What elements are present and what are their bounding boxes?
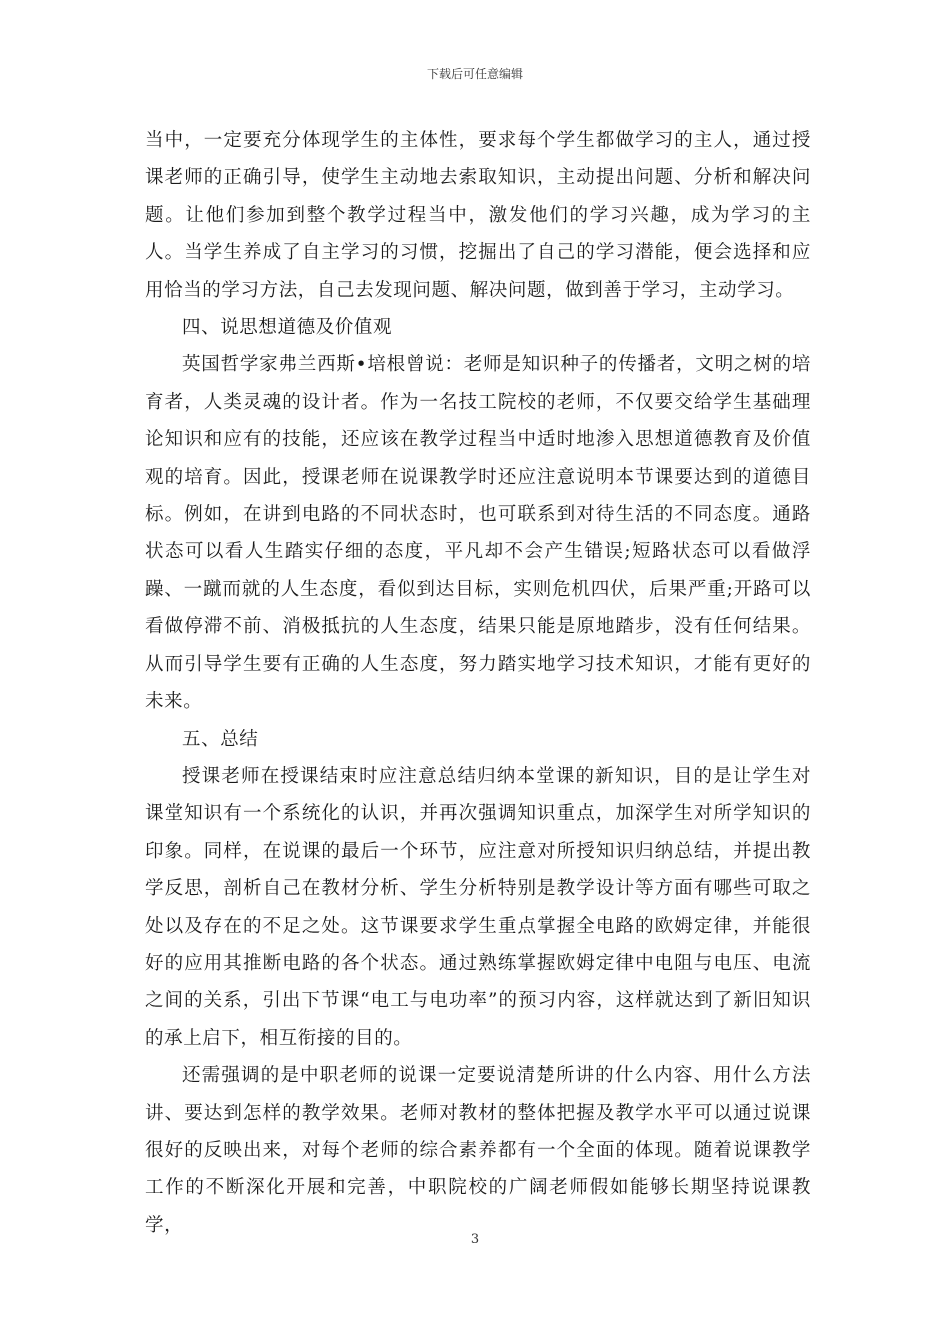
page-number: 3 [470, 1232, 480, 1247]
paragraph-summary: 授课老师在授课结束时应注意总结归纳本堂课的新知识，目的是让学生对课堂知识有一个系统化的认识，并再次强调知识重点，加深学生对所学知识的印象。同样，在说课的最后一个环节，应注意对所授知识归纳总结，并提出教学反思，剖析自己在教材分析、学生分析特别是教学设计等方面有哪些可取之处以及存在的不足之处。这节课要求学生重点掌握全电路的欧姆定律，并能很好的应用其推断电路的各个状态。通过熟练掌握欧姆定律中电阻与电压、电流之间的关系，引出下节课“电工与电功率”的预习内容，这样就达到了新旧知识的承上启下，相互衔接的目的。 [145, 765, 811, 1049]
section-heading-summary: 五、总结 [182, 728, 259, 750]
paragraph-closing: 还需强调的是中职老师的说课一定要说清楚所讲的什么内容、用什么方法讲、要达到怎样的教学效果。老师对教材的整体把握及教学水平可以通过说课很好的反映出来，对每个老师的综合素养都有一个全面的体现。随着说课教学工作的不断深化开展和完善，中职院校的广阔老师假如能够长期坚持说课教学， [145, 1065, 811, 1236]
paragraph-continued: 当中，一定要充分体现学生的主体性，要求每个学生都做学习的主人，通过授课老师的正确引导，使学生主动地去索取知识，主动提出问题、分析和解决问题。让他们参加到整个教学过程当中，激发他们的学习兴趣，成为学习的主人。当学生养成了自主学习的习惯，挖掘出了自己的学习潜能，便会选择和应用恰当的学习方法，自己去发现问题、解决问题，做到善于学习，主动学习。 [145, 130, 811, 301]
document-body [145, 122, 811, 1244]
section-heading-values: 四、说思想道德及价值观 [182, 317, 393, 339]
page-header: 下载后可任意编辑 [426, 67, 523, 81]
paragraph-values: 英国哲学家弗兰西斯•培根曾说：老师是知识种子的传播者，文明之树的培育者，人类灵魂的设计者。作为一名技工院校的老师，不仅要交给学生基础理论知识和应有的技能，还应该在教学过程当中适时地渗入思想道德教育及价值观的培育。因此，授课老师在说课教学时还应注意说明本节课要达到的道德目标。例如，在讲到电路的不同状态时，也可联系到对待生活的不同态度。通路状态可以看人生踏实仔细的态度，平凡却不会产生错误;短路状态可以看做浮躁、一蹴而就的人生态度，看似到达目标，实则危机四伏，后果严重;开路可以看做停滞不前、消极抵抗的人生态度，结果只能是原地踏步，没有任何结果。从而引导学生要有正确的人生态度，努力踏实地学习技术知识，才能有更好的未来。 [145, 354, 811, 713]
